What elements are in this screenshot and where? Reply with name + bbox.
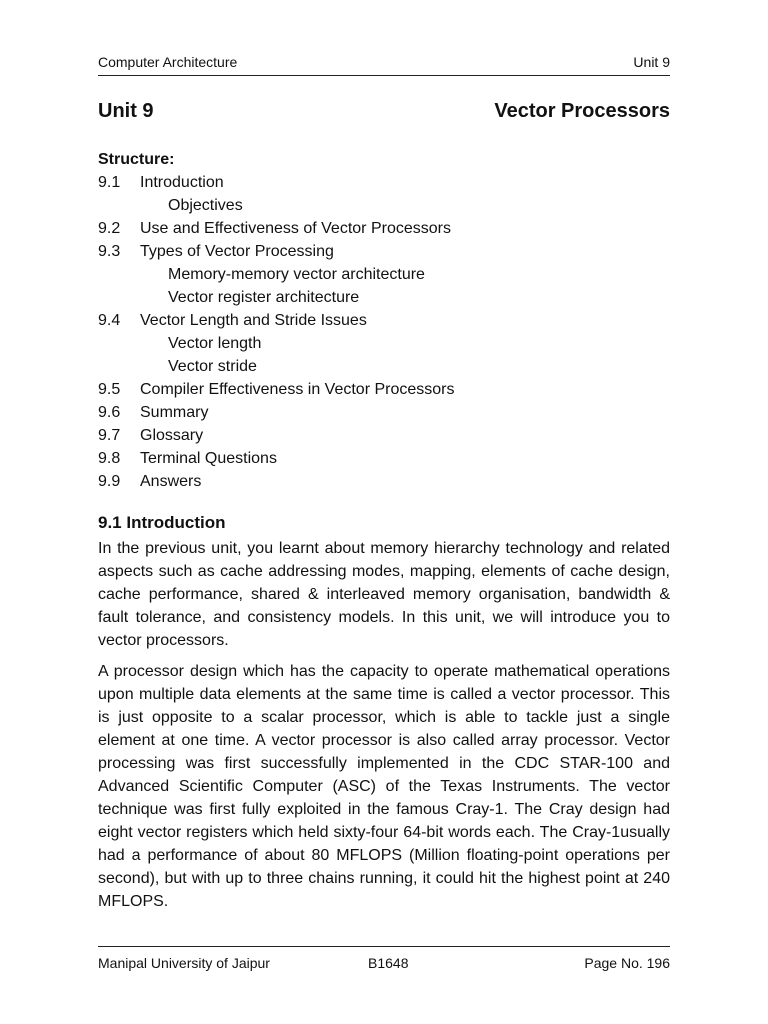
section-body: [98, 537, 670, 921]
structure-item-number: 9.8: [98, 450, 121, 467]
structure-item: [98, 424, 670, 447]
footer-university: Manipal University of Jaipur: [98, 955, 270, 971]
structure-item-label: Introduction: [140, 174, 224, 191]
header-unit-label: Unit 9: [633, 54, 670, 70]
paragraph: In the previous unit, you learnt about memory hierarchy technology and related aspects such as cache addressing modes, mapping, elements of cache design, cache performance, shared & interleaved memory organisation, bandwidth & fault tolerance, and consistency models. In this unit, we will introduce you to vector processors.: [98, 540, 670, 649]
structure-item-label: Glossary: [140, 427, 204, 444]
structure-subitem: Vector stride: [168, 358, 257, 375]
footer-course-code: B1648: [368, 955, 409, 971]
structure-item: [98, 240, 670, 263]
structure-subitem: Memory-memory vector architecture: [168, 266, 425, 283]
structure-item-label: Compiler Effectiveness in Vector Processors: [140, 381, 455, 398]
structure-item: [98, 171, 670, 194]
structure-item-number: 9.4: [98, 312, 121, 329]
structure-item: [98, 378, 670, 401]
structure-item-label: Types of Vector Processing: [140, 243, 334, 260]
structure-item-label: Answers: [140, 473, 202, 490]
structure-item-number: 9.1: [98, 174, 121, 191]
running-header: [98, 54, 670, 76]
structure-item-number: 9.3: [98, 243, 121, 260]
structure-subitem: Vector length: [168, 335, 262, 352]
structure-item: [98, 401, 670, 424]
unit-number: Unit 9: [98, 100, 154, 122]
structure-item-number: 9.5: [98, 381, 121, 398]
structure-item-number: 9.7: [98, 427, 121, 444]
structure-item: [98, 470, 670, 493]
structure-item: [98, 217, 670, 240]
page-footer: [98, 946, 670, 971]
structure-subitem: Vector register architecture: [168, 289, 360, 306]
structure-item-label: Terminal Questions: [140, 450, 277, 467]
document-page: [98, 0, 670, 1024]
structure-item-number: 9.6: [98, 404, 121, 421]
structure-item-label: Use and Effectiveness of Vector Processors: [140, 220, 451, 237]
structure-list: [98, 148, 670, 493]
structure-item-label: Vector Length and Stride Issues: [140, 312, 367, 329]
structure-item: [98, 447, 670, 470]
structure-heading: Structure:: [98, 151, 175, 168]
structure-subitem: Objectives: [168, 197, 243, 214]
header-course-title: Computer Architecture: [98, 54, 238, 70]
paragraph: A processor design which has the capacity to operate mathematical operations upon multiple data elements at the same time is called a vector processor. This is just opposite to a scalar processor, which is able to tackle just a single element at one time. A vector processor is also called array processor. Vector processing was first successfully implemented in the CDC STAR-100 and Advanced Scientific Computer (ASC) of the Texas Instruments. The vector technique was first fully exploited in the famous Cray-1. The Cray design had eight vector registers which held sixty-four 64-bit words each. The Cray-1usually had a performance of about 80 MFLOPS (Million floating-point operations per second), but with up to three chains running, it could hit the highest point at 240 MFLOPS.: [98, 663, 670, 910]
structure-item: [98, 309, 670, 332]
footer-page-number: Page No. 196: [584, 955, 670, 971]
structure-item-number: 9.9: [98, 473, 121, 490]
unit-name: Vector Processors: [494, 100, 670, 122]
section-title: 9.1 Introduction: [98, 513, 226, 532]
unit-title: [98, 100, 670, 123]
structure-item-label: Summary: [140, 404, 209, 421]
structure-item-number: 9.2: [98, 220, 121, 237]
